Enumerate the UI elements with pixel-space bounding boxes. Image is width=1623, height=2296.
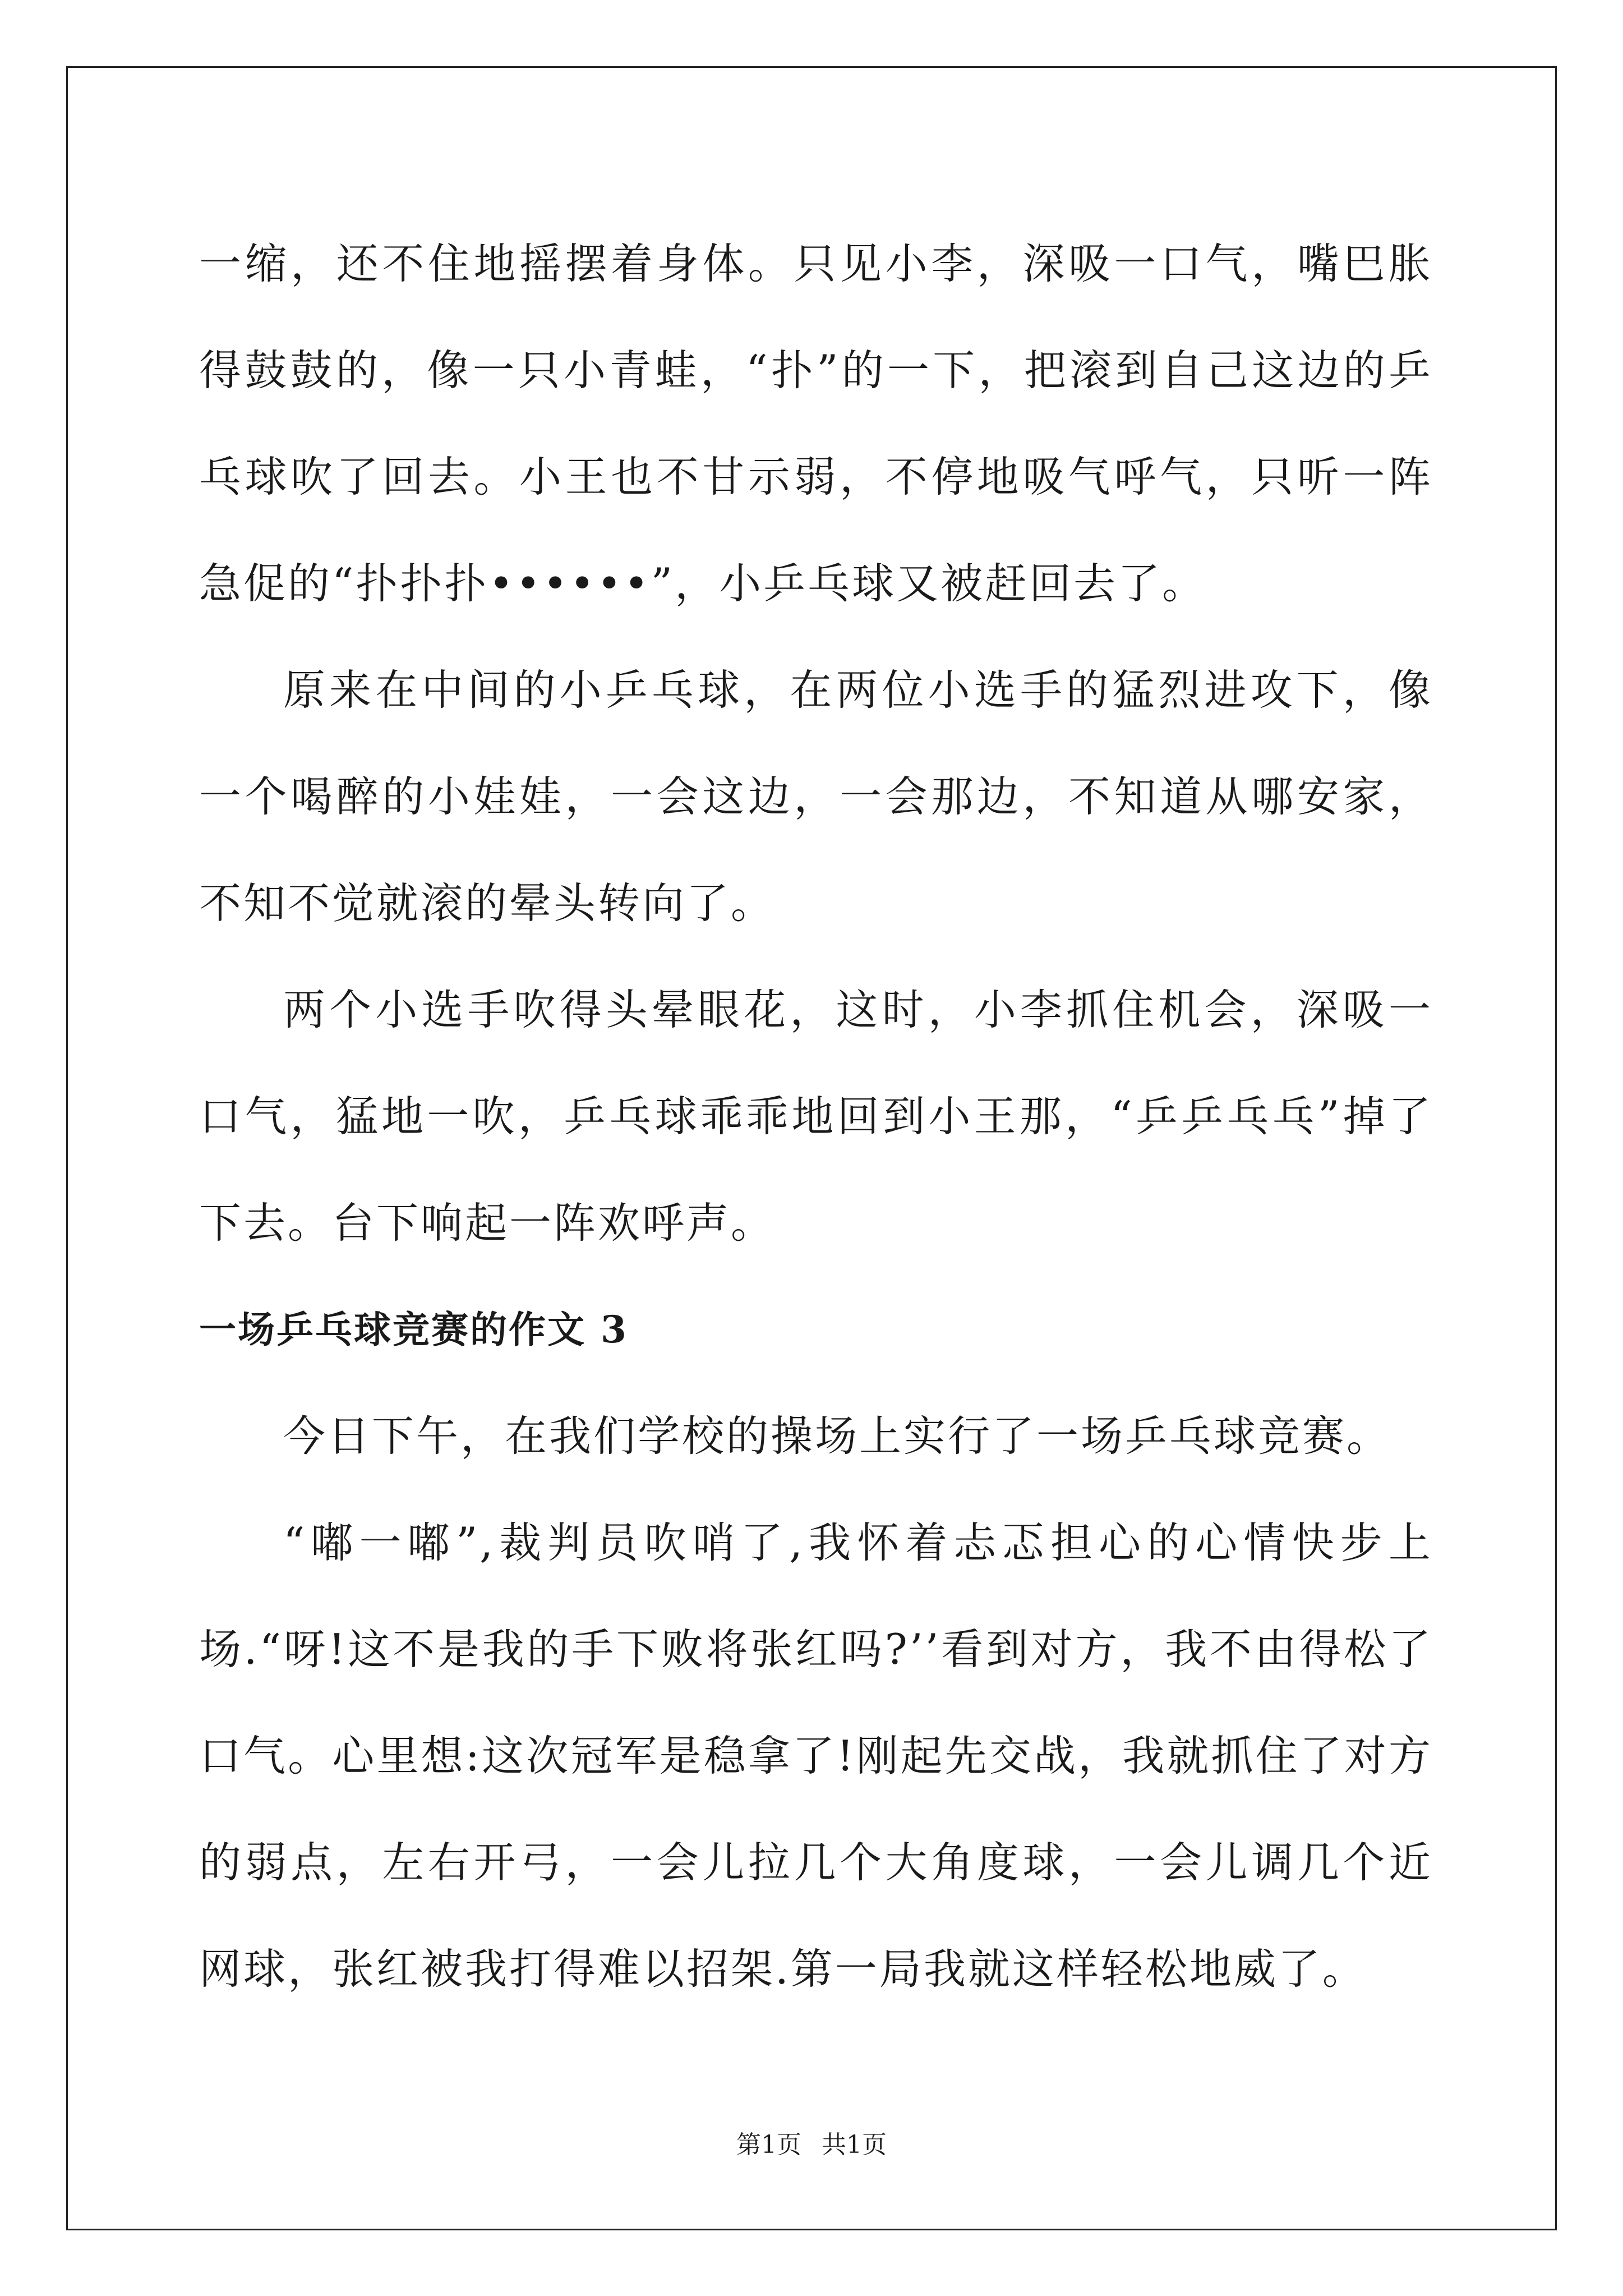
paragraph-continued: 一缩，还不住地摇摆着身体。只见小李，深吸一口气，嘴巴胀得鼓鼓的，像一只小青蛙，“扑”的一下，把滚到自己这边的乒乓球吹了回去。小王也不甘示弱，不停地吸气呼气，只听一阵急促的“扑扑扑••••••”，小乒乓球又被赶回去了。 <box>199 239 1433 608</box>
page-total: 共1页 <box>822 2131 887 2159</box>
section-title: 一场乒乓球竞赛的作文 3 <box>199 1308 628 1351</box>
document-body <box>199 210 1433 2022</box>
paragraph: 两个小选手吹得头晕眼花，这时，小李抓住机会，深吸一口气，猛地一吹，乒乓球乖乖地回到小王那，“乒乒乓乓”掉了下去。台下响起一阵欢呼声。 <box>199 985 1433 1248</box>
paragraph: 今日下午，在我们学校的操场上实行了一场乒乓球竞赛。 <box>283 1411 1391 1461</box>
page-footer <box>0 2128 1623 2162</box>
paragraph: 原来在中间的小乒乓球，在两位小选手的猛烈进攻下，像一个喝醉的小娃娃，一会这边，一会那边，不知道从哪安家，不知不觉就滚的晕头转向了。 <box>199 665 1433 928</box>
page-number: 第1页 <box>736 2131 801 2159</box>
paragraph: “嘟一嘟”,裁判员吹哨了,我怀着忐忑担心的心情快步上场.“呀!这不是我的手下败将张红吗?’’看到对方，我不由得松了口气。心里想:这次冠军是稳拿了!刚起先交战，我就抓住了对方的弱点，左右开弓，一会儿拉几个大角度球，一会儿调几个近网球，张红被我打得难以招架.第一局我就这样轻松地威了。 <box>199 1518 1433 1994</box>
